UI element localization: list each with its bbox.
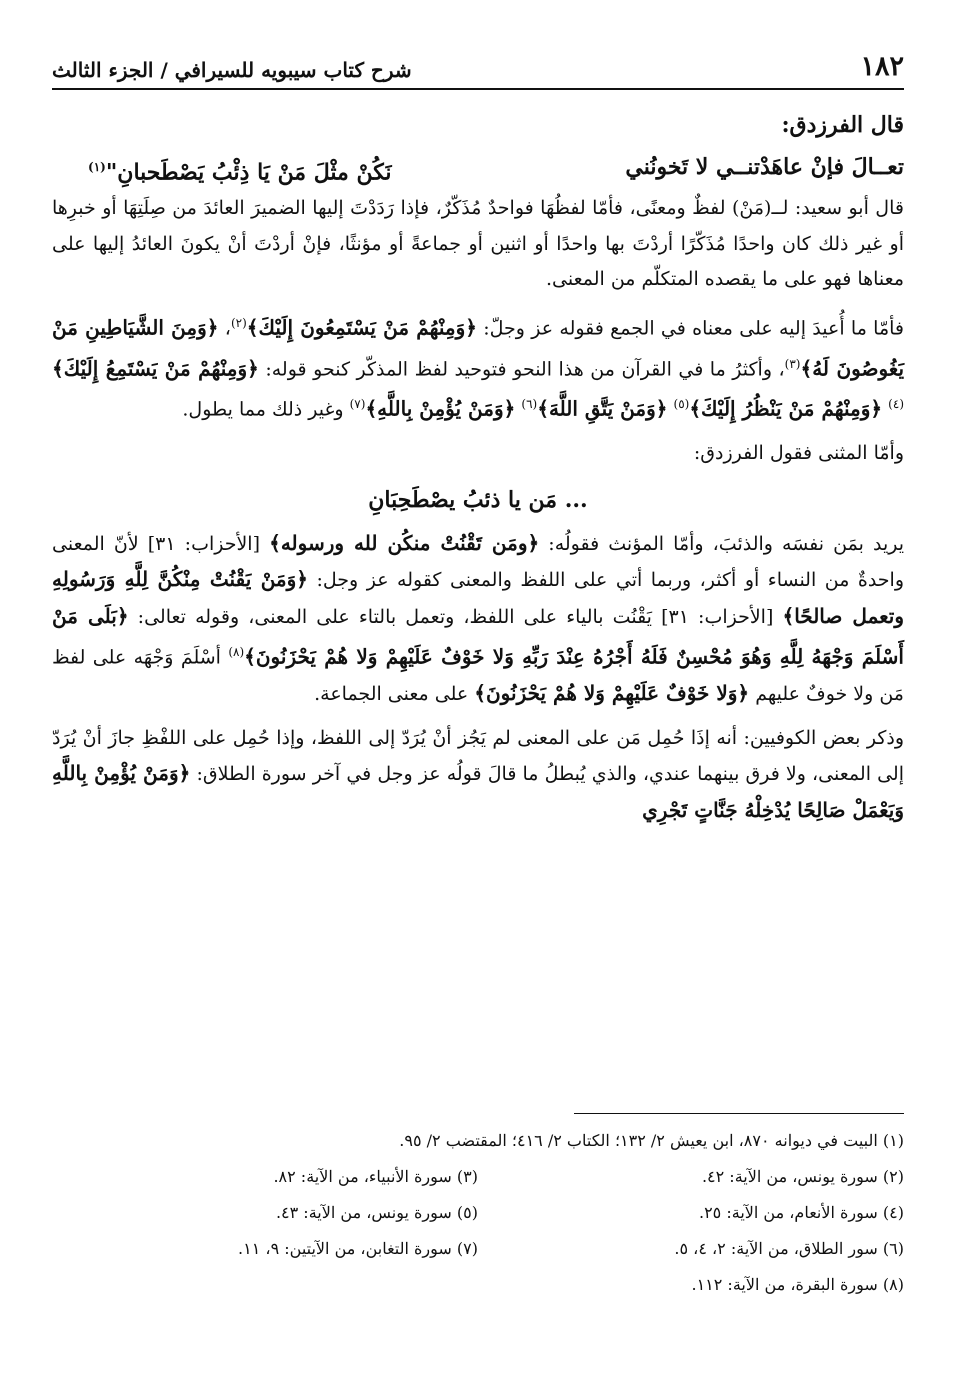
paragraph-text [52, 306, 904, 428]
text-run: على معنى الجماعة. [314, 683, 475, 706]
footnote-ref: (٢) [230, 315, 247, 330]
page-number: ١٨٢ [860, 51, 904, 82]
text-run: فأمّا ما أُعيدَ إليه على معناه في الجمع فقوله عز وجلّ: [476, 317, 905, 340]
paragraph-text [52, 721, 904, 830]
paragraph-3 [52, 436, 904, 472]
running-title: شرح كتاب سيبويه للسيرافي / الجزء الثالث [52, 58, 412, 82]
paragraph-1 [52, 191, 904, 298]
text-run: ، وأكثرُ ما في القرآن من هذا النحو فتوحيد لفظ المذكّر كنحو قوله: [258, 357, 785, 380]
quran-quote: ﴿وَمَنْ يَقْنُتْ مِنْكُنَّ لِلَّهِ وَرَسُولِهِ وتعمل صالحًا﴾ [52, 567, 904, 628]
footnote-4: (٤) سورة الأنعام، من الآية: ٢٥. [698, 1203, 904, 1222]
paragraph-5 [52, 721, 904, 830]
poet-attribution: قال الفرزدق: [781, 112, 904, 138]
verse-half-a: تعــالَ فإنْ عاهَدْتنــي لا تَخونُني [625, 154, 904, 180]
text-run: وغير ذلك مما يطول. [182, 398, 350, 421]
footnote-row [52, 1159, 904, 1195]
text-run: [الأحزاب: ٣١] يَقْنُت بالياء على اللفظ، وتعمل بالتاء على المعنى، وقوله تعالى: [128, 605, 783, 628]
quran-quote: ﴿وَمِنْهُمْ مَنْ يَسْتَمِعُ إِلَيْكَ﴾ [52, 355, 259, 380]
paragraph-4 [52, 526, 904, 713]
footnote-ref: (٤) [888, 397, 904, 412]
verse-fragment: ... مَن يا ذئبُ يصْطَحِبَانِ [368, 486, 588, 513]
text-run: ، [218, 317, 231, 340]
footnote-ref: (٦) [521, 397, 538, 412]
book-page [52, 38, 904, 1358]
footnote-ref: (٧) [349, 397, 366, 412]
page-header [52, 38, 904, 90]
quran-quote: ﴿بَلَى مَنْ أَسْلَمَ وَجْهَهُ لِلَّهِ وَهُوَ مُحْسِنٌ فَلَهُ أَجْرُهُ عِنْدَ رَبِّهِ وَلا خَوْفٌ عَلَيْهِمْ وَلا هُمْ يَحْزَنُونَ﴾ [52, 603, 904, 669]
footnote-8: (٨) سورة البقرة، من الآية: ١١٢. [691, 1275, 904, 1294]
text-run: أسْلَمَ وَجْهَه على لفظ مَن ولا خوفٌ عليهم [52, 646, 904, 706]
quran-quote: ﴿وَلا خَوْفٌ عَلَيْهِمْ وَلا هُمْ يَحْزَنُونَ﴾ [474, 681, 750, 706]
footnote-2: (٢) سورة يونس، من الآية: ٤٢. [701, 1167, 904, 1186]
main-text [52, 108, 904, 837]
paragraph-text: قال أبو سعيد: لــ(مَنْ) لفظٌ ومعنًى، فأمّا لفظُهَا فواحدٌ مُذَكّرٌ، فإذا رَدَدْتَ إليها الضميرَ العائدَ من صِلَتِهَا أو خبرِها أو غير ذلك كان واحدًا مُذَكّرًا أردْتَ بها واحدًا أو اثنين أو جماعةً أو مؤنثًا، فإنْ أردْتَ أنْ يكونَ العائدُ إليها على معناها فهو على ما يقصده المتكلّم من المعنى. [52, 197, 904, 291]
footnote-7: (٧) سورة التغابن، من الآيتين: ٩، ١١. [238, 1239, 478, 1258]
verse-half-b-text: نَكُنْ مثْلَ مَنْ يَا ذِئْبُ يَصْطَحبانِ" [105, 159, 392, 186]
text-run: [الأحزاب: ٣١] لأنّ المعنى واحدةٌ من النساء أو أكثر، وربما أتي على اللفظ والمعنى كقوله عز وجل: [52, 532, 905, 592]
text-run: يريد بمَن نفسَه والذئبَ، وأمّا المؤنث فقولُه: [539, 532, 905, 555]
footnote-row [52, 1123, 904, 1159]
footnote-1: (١) البيت في ديوانه ٨٧٠، ابن يعيش ٢/ ١٣٢؛ الكتاب ٢/ ٤١٦؛ المقتضب ٢/ ٩٥. [399, 1131, 904, 1150]
footnote-row [52, 1195, 904, 1231]
quran-quote: ﴿وَمِنْهُمْ مَنْ يَنْظُرُ إِلَيْكَ﴾ [689, 396, 883, 421]
footnote-5: (٥) سورة يونس، من الآية: ٤٣. [275, 1203, 478, 1222]
quran-quote: ﴿وَمِنَ الشَّيَاطِينِ مَنْ يَغُوصُونَ لَهُ﴾ [52, 315, 905, 380]
quran-quote: ﴿وَمَنْ يَتَّقِ اللَّهَ﴾ [537, 396, 668, 421]
verse-line [52, 148, 904, 191]
quran-quote: ﴿وَمَنْ يُؤْمِنْ بِاللَّهِ﴾ [365, 396, 516, 421]
quran-quote: ﴿ومَن تَقْنُتْ منكُن لله ورسوله﴾ [269, 530, 540, 555]
footnote-6: (٦) سور الطلاق، من الآية: ٢، ٤، ٥. [674, 1239, 904, 1258]
footnote-ref: (٣) [784, 356, 801, 371]
footnote-3: (٣) سورة الأنبياء، من الآية: ٨٢. [273, 1167, 478, 1186]
verse-half-b [58, 148, 392, 191]
footnote-row [52, 1231, 904, 1267]
paragraph-text: وأمّا المثنى فقول الفرزدق: [693, 442, 904, 465]
footnote-row [52, 1267, 904, 1303]
footnote-ref: (٥) [673, 397, 690, 412]
footnotes [52, 1123, 904, 1303]
paragraph-2 [52, 306, 904, 428]
quran-quote: ﴿وَمِنْهُمْ مَنْ يَسْتَمِعُونَ إِلَيْكَ﴾ [246, 315, 477, 340]
paragraph-text [52, 526, 904, 713]
footnote-divider [574, 1113, 904, 1114]
footnote-ref: (١) [88, 160, 106, 174]
text-run: وذكر بعض الكوفيين: أنه إذَا حُمِل مَن على المعنى لم يَجُز أنْ يُرَدّ إلى اللفظ، وإذا حُمِل على اللفْظِ جازَ أنْ يُرَدّ إلى المعنى، ولا فرق بينهما عندي، والذي يُبطلُ ما قالَ قولُه عز وجل في آخر سورة الطلاق: [52, 726, 904, 786]
quran-quote: ﴿وَمَنْ يُؤْمِنْ بِاللَّهِ وَيَعْمَلْ صَالِحًا يُدْخِلْهُ جَنَّاتٍ تَجْرِي [52, 761, 904, 822]
footnote-ref: (٨) [228, 645, 245, 660]
